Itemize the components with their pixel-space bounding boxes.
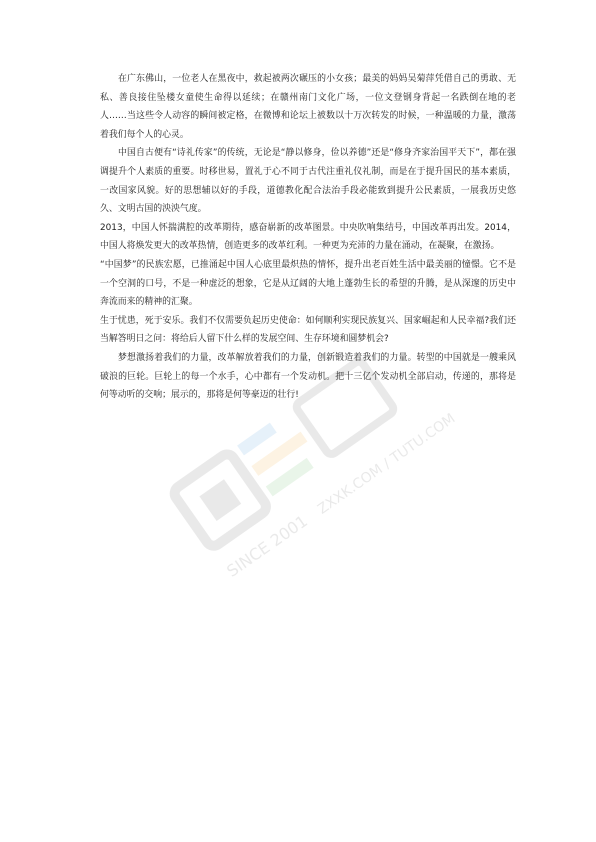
paragraph-6: 梦想激扬着我们的力量，改革解放着我们的力量，创新锻造着我们的力量。转型的中国就是一艘乘风破浪的巨轮。巨轮上的每一个水手，心中都有一个发动机。把十三亿个发动机全部启动，传递的，那将是何等动听的交响；展示的，那将是何等豪迈的壮行! [100, 352, 516, 401]
paragraph-5: 生于忧患，死于安乐。我们不仅需要负起历史使命：如何顺利实现民族复兴、国家崛起和人民幸福?我们还当解答明日之问：将给后人留下什么样的发展空间、生存环境和圆梦机会? [100, 315, 516, 345]
watermark-since: SINCE 2001 [223, 511, 312, 581]
paragraph-2: 中国自古便有“诗礼传家”的传统，无论是“静以修身，俭以养德”还是“修身齐家治国平天下”，都在强调提升个人素质的重要。时移世易，置礼于心不同于古代注重礼仪礼制，而是在于提升国民的基本素质，一改国家风貌。好的思想辅以好的手段，道德教化配合法治手段必能致到提升公民素质，一展我历史悠久、文明古国的泱泱气度。 [100, 148, 516, 215]
paragraph-4: “中国梦”的民族宏愿，已推涌起中国人心底里最炽热的情怀，提升出老百姓生活中最美丽的憧憬。它不是一个空洞的口号，不是一种虚泛的想象，它是从辽阔的大地上蓬勃生长的希望的升腾，是从深邃的历史中奔流而来的精神的汇聚。 [100, 259, 516, 308]
watermark-url: ZXXK.COM / TUTU.COM [315, 410, 459, 518]
document-body [100, 70, 516, 405]
paragraph-3: 2013，中国人怀揣满腔的改革期待，感奋崭新的改革图景。中央吹响集结号，中国改革再出发。2014，中国人将焕发更大的改革热情，创造更多的改革红利。一种更为充沛的力量在涌动，在凝聚，在激扬。 [100, 222, 516, 252]
paragraph-1: 在广东佛山，一位老人在黑夜中，救起被两次碾压的小女孩；最美的妈妈吴菊萍凭借自己的勇敢、无私、善良接住坠楼女童使生命得以延续；在赣州南门文化广场，一位文登钢身背起一名跌倒在地的老人……当这些令人动容的瞬间被定格，在微博和论坛上被数以十万次转发的时候，一种温暖的力量，激荡着我们每个人的心灵。 [100, 74, 516, 140]
